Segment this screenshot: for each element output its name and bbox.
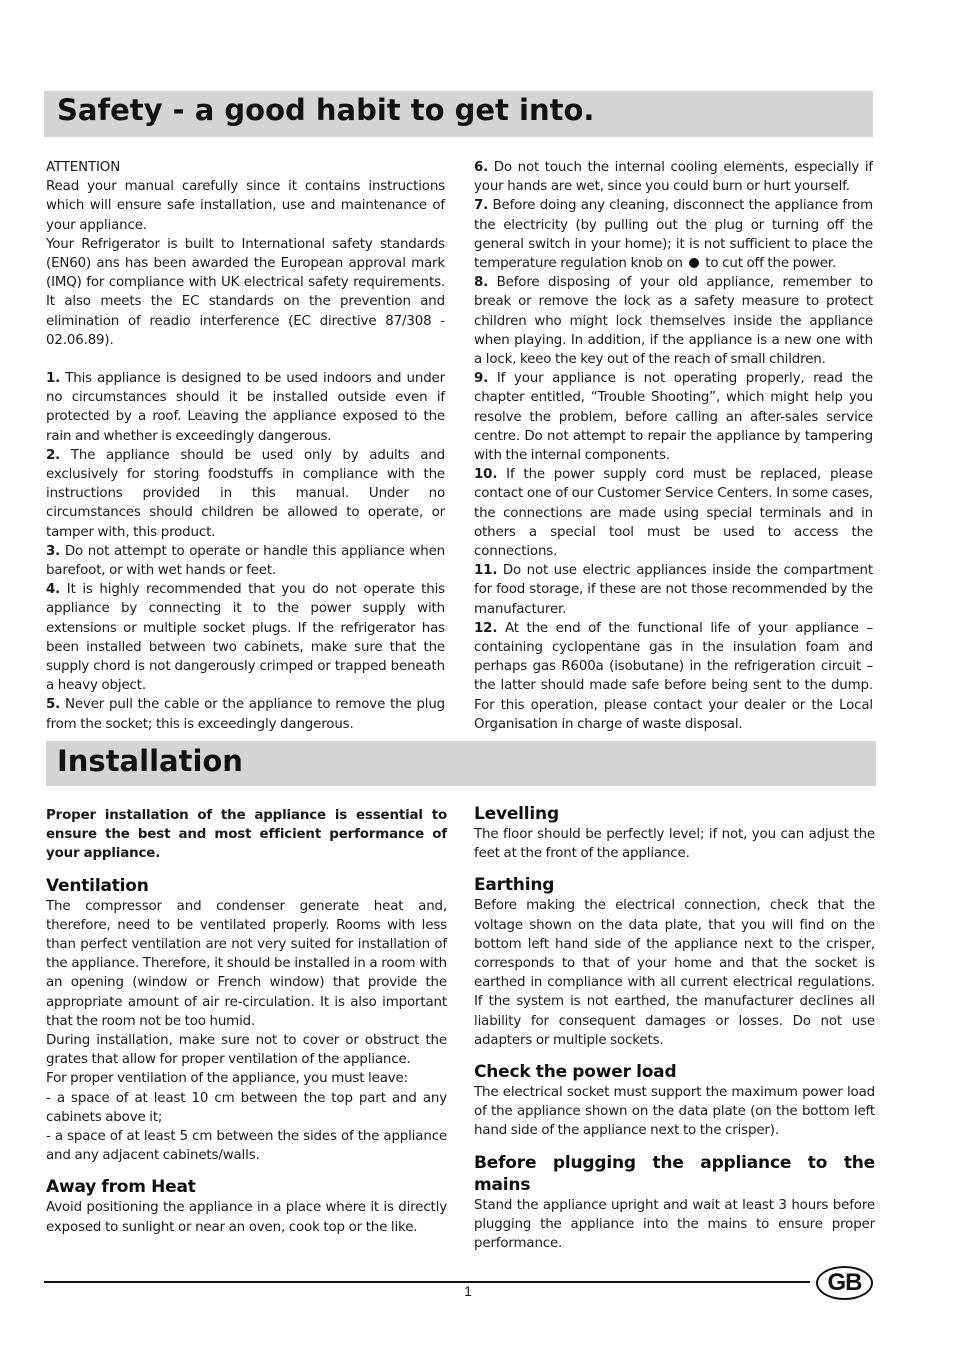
attention-heading: ATTENTION [46, 160, 121, 175]
safety-intro-2: Your Refrigerator is built to International safety standards (EN60) ans has been awarded the European approval mark (IMQ) for compliance with UK electrical safety requirements. It also meets the EC standards on the prevention and elimination of readio interference (EC directive 87/308 - 02.06.89). [46, 236, 445, 348]
ventilation-paragraph-5: - a space of at least 5 cm between the sides of the appliance and any adjacent cabinets/walls. [46, 1129, 447, 1164]
safety-left-column [46, 158, 445, 734]
footer-rule [44, 1281, 810, 1283]
plugging-section [474, 1152, 875, 1254]
filled-circle-icon [689, 258, 699, 268]
levelling-paragraph: The floor should be perfectly level; if not, you can adjust the feet at the front of the appliance. [474, 827, 875, 862]
ventilation-section [46, 875, 447, 1166]
plugging-paragraph: Stand the appliance upright and wait at least 3 hours before plugging the appliance into the mains to ensure proper performance. [474, 1197, 875, 1252]
safety-item-3: 3. Do not attempt to operate or handle this appliance when barefoot, or with wet hands or feet. [46, 543, 445, 579]
country-badge: GB [816, 1266, 873, 1300]
safety-item-9: 9. If your appliance is not operating properly, read the chapter entitled, “Trouble Shooting”, which might help you resolve the problem, before calling an after-sales service centre. Do not attempt to repair the appliance by tampering with the internal components. [474, 371, 873, 464]
safety-item-1: 1. This appliance is designed to be used indoors and under no circumstances should it be installed outside even if protected by a roof. Leaving the appliance exposed to the rain and whether is exceedingly dangerous. [46, 371, 445, 444]
ventilation-paragraph-4: - a space of at least 10 cm between the top part and any cabinets above it; [46, 1090, 447, 1125]
plugging-heading: Before plugging the appliance to the mains [474, 1152, 875, 1195]
safety-intro-1: Read your manual carefully since it contains instructions which will ensure safe installation, use and maintenance of your appliance. [46, 179, 445, 233]
installation-right-column [474, 803, 875, 1253]
away-from-heat-section [46, 1176, 447, 1236]
safety-title: Safety - a good habit to get into. [57, 93, 595, 127]
power-load-section [474, 1061, 875, 1141]
page-number: 1 [464, 1283, 472, 1299]
levelling-heading: Levelling [474, 804, 559, 824]
safety-item-6: 6. Do not touch the internal cooling elements, especially if your hands are wet, since you could burn or hurt yourself. [474, 160, 873, 195]
ventilation-paragraph-3: For proper ventilation of the appliance, you must leave: [46, 1071, 408, 1087]
safety-item-11: 11. Do not use electric appliances inside the compartment for food storage, if these are not those recommended by the manufacturer. [474, 563, 873, 617]
earthing-paragraph: Before making the electrical connection, check that the voltage shown on the data plate, that you will find on the bottom left hand side of the appliance next to the crisper, corresponds to that of your home and that the socket is earthed in compliance with all current electrical regulations. If the system is not earthed, the manufacturer declines all liability for consequent damages or losses. Do not use adapters or multiple sockets. [474, 898, 875, 1048]
installation-intro: Proper installation of the appliance is essential to ensure the best and most efficient performance of your appliance. [46, 808, 447, 862]
safety-item-10: 10. If the power supply cord must be replaced, please contact one of our Customer Service Centers. In some cases, the connections are made using special terminals and in others a special tool must be used to access the connections. [474, 467, 873, 560]
earthing-heading: Earthing [474, 875, 555, 896]
safety-item-5: 5. Never pull the cable or the appliance to remove the plug from the socket; this is exceedingly dangerous. [46, 697, 445, 732]
ventilation-heading: Ventilation [46, 875, 149, 896]
ventilation-paragraph-2: During installation, make sure not to cover or obstruct the grates that allow for proper ventilation of the appliance. [46, 1033, 447, 1068]
earthing-section [474, 874, 875, 1050]
away-from-heat-heading: Away from Heat [46, 1177, 196, 1198]
safety-item-8: 8. Before disposing of your old appliance, remember to break or remove the lock as a safety measure to protect children who might lock themselves inside the appliance when playing. In addition, if the appliance is a new one with a lock, keeo the key out of the reach of small children. [474, 275, 873, 368]
ventilation-paragraph-1: The compressor and condenser generate heat and, therefore, need to be ventilated properly. Rooms with less than perfect ventilation are not very suited for installation of the appliance. Therefore, it should be installed in a room with an opening (window or French window) that provide the appropriate amount of air re-circulation. It is also important that the room not be too humid. [46, 898, 447, 1029]
safety-right-column [474, 158, 873, 734]
power-load-heading: Check the power load [474, 1062, 677, 1083]
safety-banner [44, 91, 873, 137]
installation-title: Installation [57, 744, 243, 778]
safety-item-4: 4. It is highly recommended that you do not operate this appliance by connecting it to the power supply with extensions or multiple socket plugs. If the refrigerator has been installed between two cabinets, make sure that the supply chord is not dangerously crimped or trapped beneath a heavy object. [46, 582, 445, 694]
levelling-section [474, 803, 875, 863]
power-load-paragraph: The electrical socket must support the maximum power load of the appliance shown on the data plate (on the bottom left hand side of the appliance next to the crisper). [474, 1085, 875, 1139]
safety-item-7: 7. Before doing any cleaning, disconnect the appliance from the electricity (by pulling out the plug or turning off the general switch in your home); it is not sufficient to place the temperature regulation knob on to cut off the power. [474, 198, 873, 272]
safety-item-2: 2. The appliance should be used only by adults and exclusively for storing foodstuffs in compliance with the instructions provided in this manual. Under no circumstances should children be allowed to operate, or tamper with, this product. [46, 447, 445, 540]
installation-banner [46, 741, 876, 786]
installation-left-column [46, 806, 447, 1237]
away-from-heat-paragraph: Avoid positioning the appliance in a place where it is directly exposed to sunlight or near an oven, cook top or the like. [46, 1200, 447, 1235]
safety-item-12: 12. At the end of the functional life of your appliance – containing cyclopentane gas in the insulation foam and perhaps gas R600a (isobutane) in the refrigeration circuit – the latter should made safe before being sent to the dump. For this operation, please contact your dealer or the Local Organisation in charge of waste disposal. [474, 620, 873, 732]
